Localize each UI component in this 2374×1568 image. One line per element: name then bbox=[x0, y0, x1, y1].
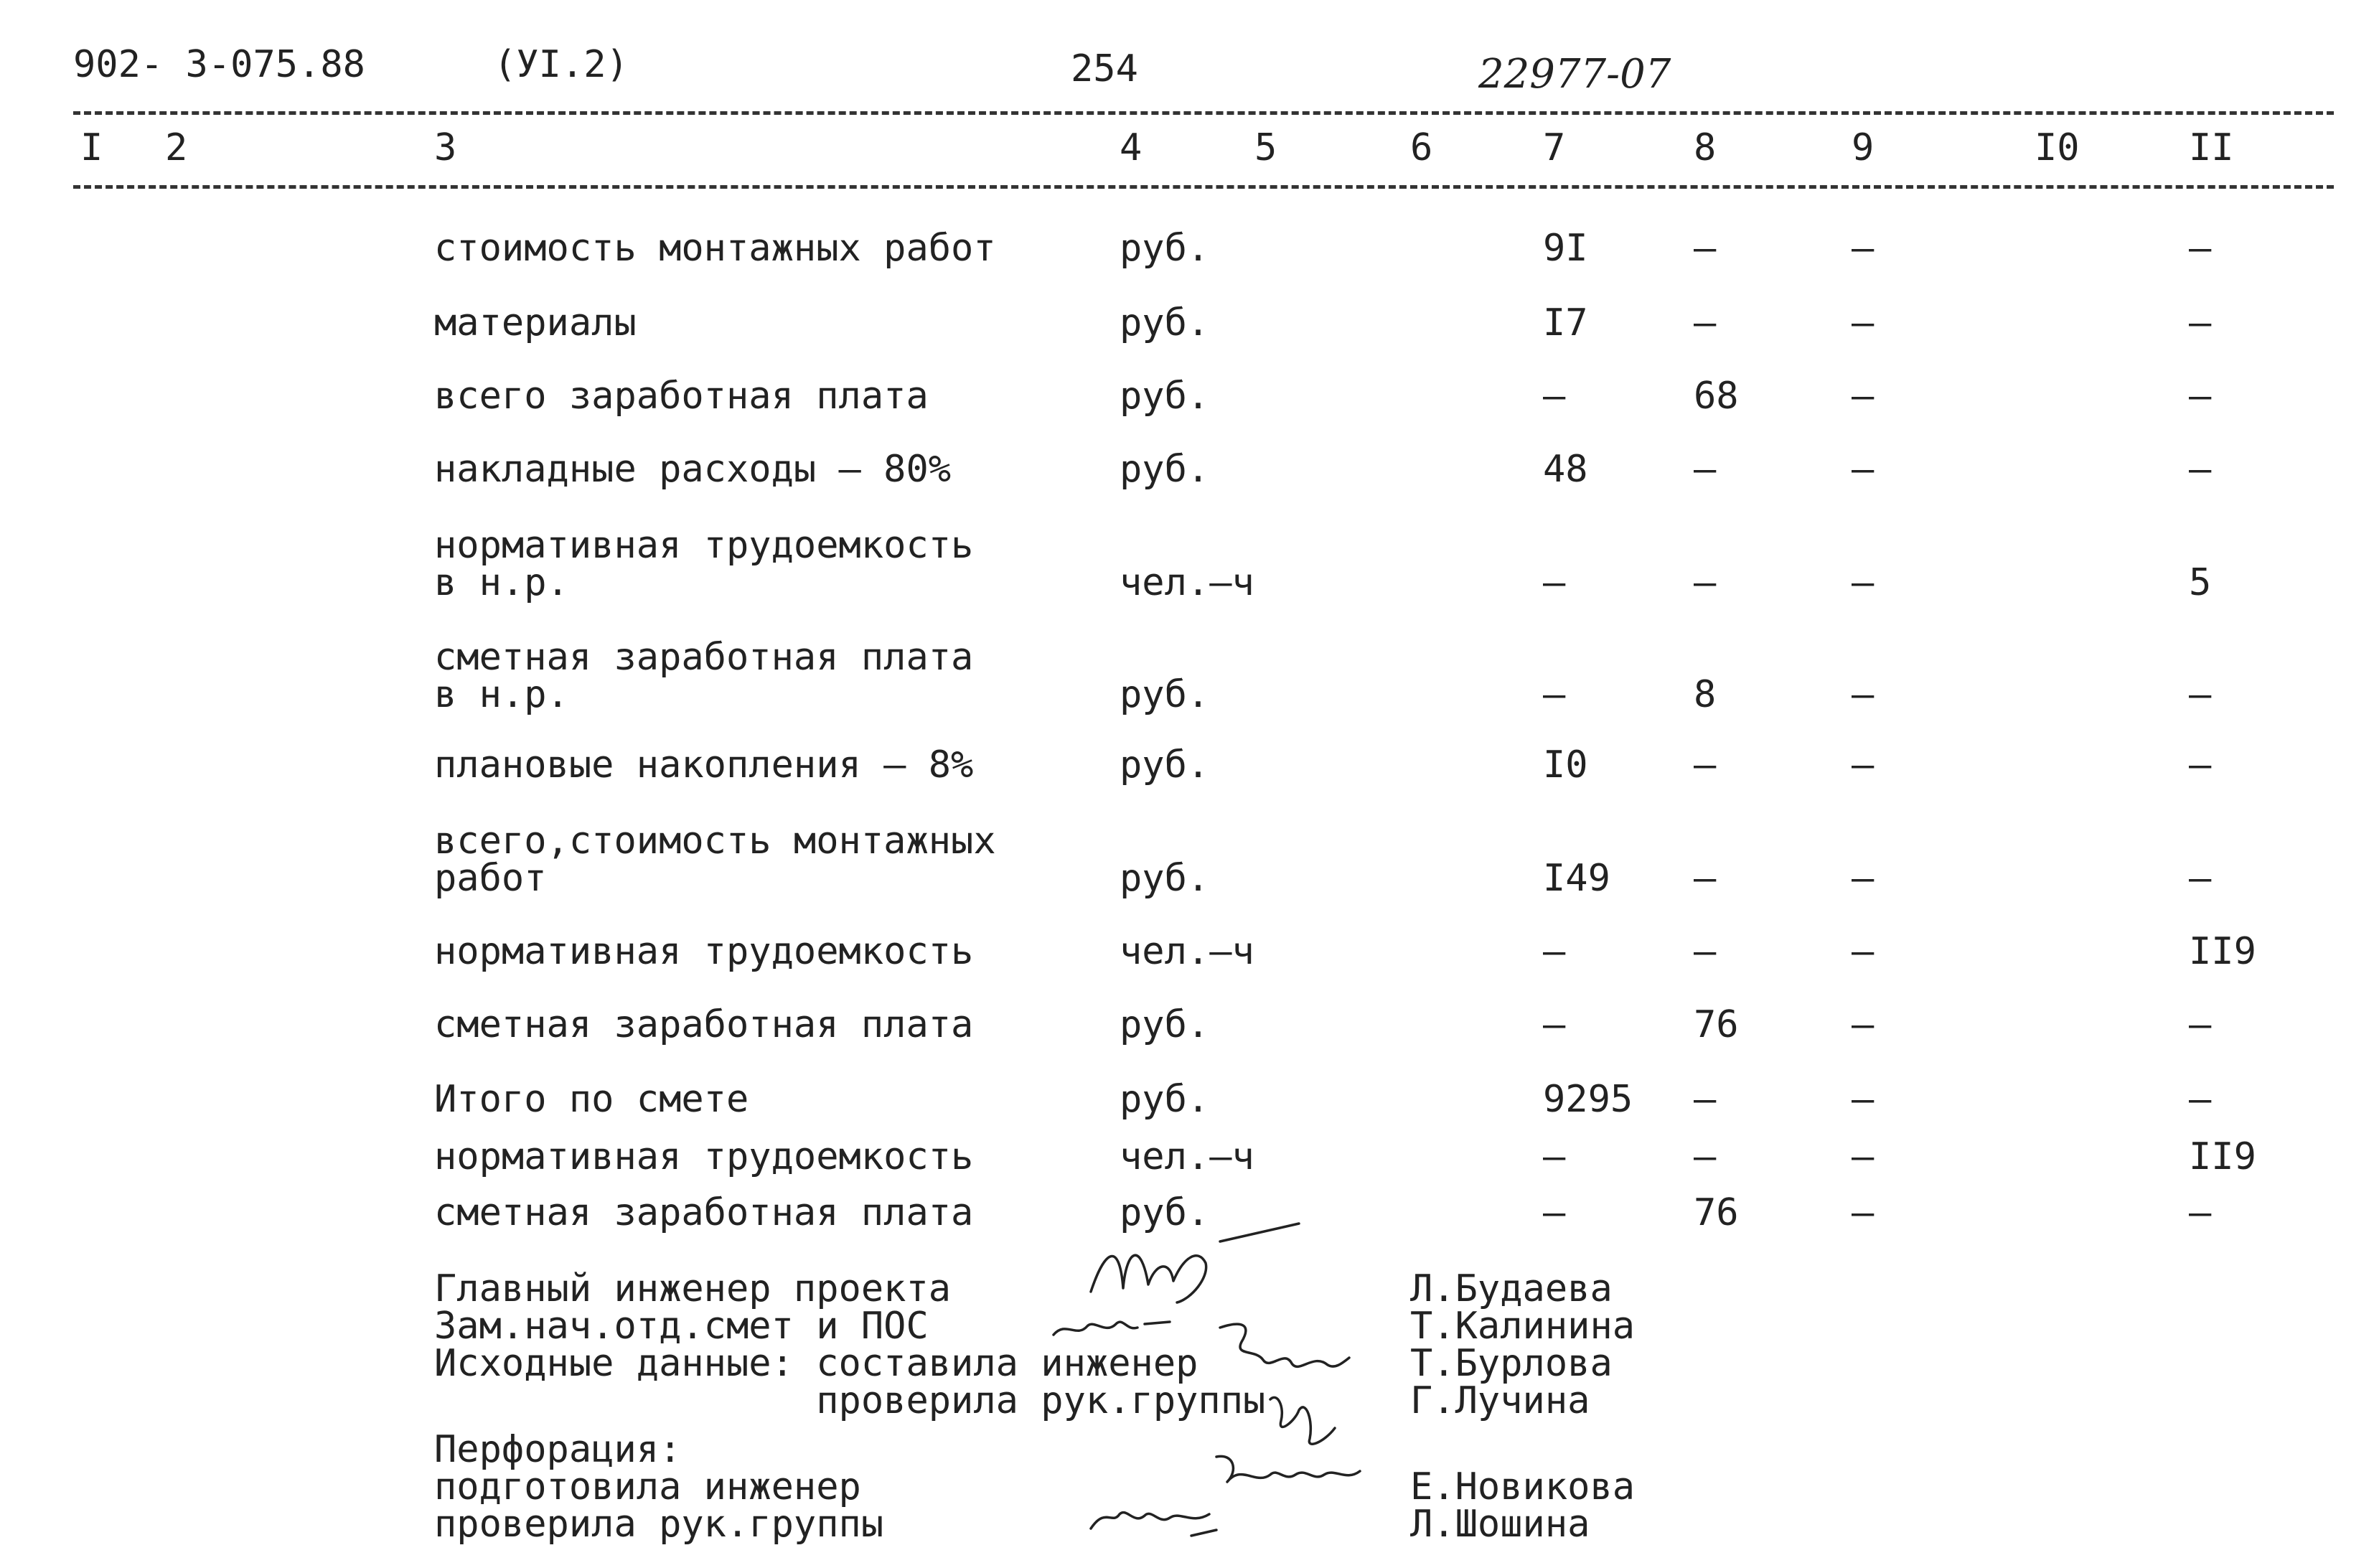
header-rule-bottom bbox=[73, 185, 2334, 189]
row-col11-value: II9 bbox=[2189, 930, 2256, 973]
row-label: всего заработная плата bbox=[434, 375, 929, 418]
row-col9-value: – bbox=[1852, 743, 1875, 787]
row-unit: чел.–ч bbox=[1120, 1135, 1254, 1178]
signatory-name: Г.Лучина bbox=[1410, 1379, 1590, 1422]
row-unit: руб. bbox=[1120, 227, 1210, 270]
signature-role-line: Зам.нач.отд.смет и ПОС bbox=[434, 1305, 929, 1348]
row-unit: чел.–ч bbox=[1120, 930, 1254, 973]
section-code: (УI.2) bbox=[494, 43, 629, 86]
row-col11-value: – bbox=[2189, 743, 2212, 787]
row-col8-value: – bbox=[1694, 743, 1717, 787]
signatory-name: Т.Бурлова bbox=[1410, 1342, 1613, 1385]
row-label: нормативная трудоемкость bbox=[434, 930, 974, 973]
row-label: стоимость монтажных работ bbox=[434, 227, 996, 270]
row-label: всего,стоимость монтажных bbox=[434, 820, 996, 863]
row-col8-value: 76 bbox=[1694, 1003, 1739, 1046]
row-col7-value: I7 bbox=[1543, 301, 1588, 344]
row-col7-value: 9295 bbox=[1543, 1078, 1633, 1121]
row-col9-value: – bbox=[1852, 301, 1875, 344]
row-col9-value: – bbox=[1852, 857, 1875, 900]
row-col11-value: – bbox=[2189, 1003, 2212, 1046]
row-label: нормативная трудоемкость bbox=[434, 1135, 974, 1178]
signature-shoshina bbox=[1084, 1485, 1227, 1543]
row-col7-value: 48 bbox=[1543, 448, 1588, 491]
row-col7-value: – bbox=[1543, 930, 1566, 973]
row-col7-value: – bbox=[1543, 1135, 1566, 1178]
row-col8-value: – bbox=[1694, 227, 1717, 270]
row-col9-value: – bbox=[1852, 227, 1875, 270]
row-col11-value: – bbox=[2189, 1191, 2212, 1234]
row-col8-value: 76 bbox=[1694, 1191, 1739, 1234]
row-col7-value: – bbox=[1543, 561, 1566, 604]
row-label: в н.р. bbox=[434, 561, 569, 604]
row-col11-value: – bbox=[2189, 227, 2212, 270]
row-col8-value: 8 bbox=[1694, 673, 1717, 716]
row-label: сметная заработная плата bbox=[434, 636, 974, 679]
column-header-6: 6 bbox=[1410, 126, 1433, 169]
row-col7-value: – bbox=[1543, 673, 1566, 716]
page-number: 254 bbox=[1071, 47, 1138, 90]
row-label: сметная заработная плата bbox=[434, 1191, 974, 1234]
row-label: накладные расходы – 80% bbox=[434, 448, 952, 491]
row-col7-value: – bbox=[1543, 1003, 1566, 1046]
column-header-11: II bbox=[2189, 126, 2234, 169]
signature-role-line: Исходные данные: составила инженер bbox=[434, 1342, 1198, 1385]
row-unit: руб. bbox=[1120, 448, 1210, 491]
signature-role-line: подготовила инженер bbox=[434, 1465, 861, 1508]
row-col11-value: – bbox=[2189, 1078, 2212, 1121]
header-rule-top bbox=[73, 111, 2334, 115]
row-unit: руб. bbox=[1120, 857, 1210, 900]
column-header-5: 5 bbox=[1254, 126, 1277, 169]
column-header-1: I bbox=[80, 126, 103, 169]
column-header-2: 2 bbox=[165, 126, 188, 169]
row-col11-value: – bbox=[2189, 448, 2212, 491]
signature-novikova bbox=[1206, 1442, 1378, 1500]
row-col11-value: – bbox=[2189, 673, 2212, 716]
row-label: материалы bbox=[434, 301, 637, 344]
row-col8-value: – bbox=[1694, 1135, 1717, 1178]
signature-role-line: Перфорация: bbox=[434, 1428, 682, 1471]
column-header-4: 4 bbox=[1120, 126, 1143, 169]
row-unit: руб. bbox=[1120, 301, 1210, 344]
row-label: сметная заработная плата bbox=[434, 1003, 974, 1046]
row-col8-value: – bbox=[1694, 930, 1717, 973]
row-col11-value: – bbox=[2189, 857, 2212, 900]
column-header-7: 7 bbox=[1543, 126, 1566, 169]
row-col7-value: I0 bbox=[1543, 743, 1588, 787]
row-label: в н.р. bbox=[434, 673, 569, 716]
signature-role-line: проверила рук.группы bbox=[434, 1503, 884, 1546]
column-header-9: 9 bbox=[1852, 126, 1875, 169]
signatory-name: Л.Шошина bbox=[1410, 1503, 1590, 1546]
row-col9-value: – bbox=[1852, 1191, 1875, 1234]
row-col7-value: – bbox=[1543, 1191, 1566, 1234]
row-col9-value: – bbox=[1852, 930, 1875, 973]
row-col9-value: – bbox=[1852, 375, 1875, 418]
row-col9-value: – bbox=[1852, 673, 1875, 716]
row-col8-value: – bbox=[1694, 857, 1717, 900]
signatory-name: Е.Новикова bbox=[1410, 1465, 1636, 1508]
row-col11-value: II9 bbox=[2189, 1135, 2256, 1178]
row-label: нормативная трудоемкость bbox=[434, 524, 974, 567]
column-header-8: 8 bbox=[1694, 126, 1717, 169]
row-col7-value: – bbox=[1543, 375, 1566, 418]
row-unit: руб. bbox=[1120, 673, 1210, 716]
row-unit: руб. bbox=[1120, 1078, 1210, 1121]
column-header-3: 3 bbox=[434, 126, 457, 169]
row-col7-value: I49 bbox=[1543, 857, 1610, 900]
row-col11-value: 5 bbox=[2189, 561, 2212, 604]
row-label: плановые накопления – 8% bbox=[434, 743, 974, 787]
row-col8-value: – bbox=[1694, 561, 1717, 604]
row-col9-value: – bbox=[1852, 1003, 1875, 1046]
row-unit: руб. bbox=[1120, 1191, 1210, 1234]
signature-role-line: проверила рук.группы bbox=[434, 1379, 1266, 1422]
signature-role-line: Главный инженер проекта bbox=[434, 1267, 952, 1310]
row-col9-value: – bbox=[1852, 448, 1875, 491]
row-col9-value: – bbox=[1852, 561, 1875, 604]
row-col9-value: – bbox=[1852, 1135, 1875, 1178]
row-unit: руб. bbox=[1120, 743, 1210, 787]
row-col9-value: – bbox=[1852, 1078, 1875, 1121]
row-unit: руб. bbox=[1120, 1003, 1210, 1046]
row-col11-value: – bbox=[2189, 301, 2212, 344]
row-col8-value: – bbox=[1694, 1078, 1717, 1121]
row-unit: руб. bbox=[1120, 375, 1210, 418]
row-col7-value: 9I bbox=[1543, 227, 1588, 270]
row-unit: чел.–ч bbox=[1120, 561, 1254, 604]
column-header-10: I0 bbox=[2035, 126, 2080, 169]
signatory-name: Т.Калинина bbox=[1410, 1305, 1636, 1348]
row-col8-value: – bbox=[1694, 448, 1717, 491]
row-label: Итого по смете bbox=[434, 1078, 749, 1121]
signatory-name: Л.Будаева bbox=[1410, 1267, 1613, 1310]
row-col8-value: – bbox=[1694, 301, 1717, 344]
archive-number: 22977-07 bbox=[1478, 51, 1671, 98]
row-col11-value: – bbox=[2189, 375, 2212, 418]
row-label: работ bbox=[434, 857, 547, 900]
signature-kalinina bbox=[1048, 1299, 1191, 1349]
row-col8-value: 68 bbox=[1694, 375, 1739, 418]
document-code: 902- 3-075.88 bbox=[73, 43, 365, 86]
